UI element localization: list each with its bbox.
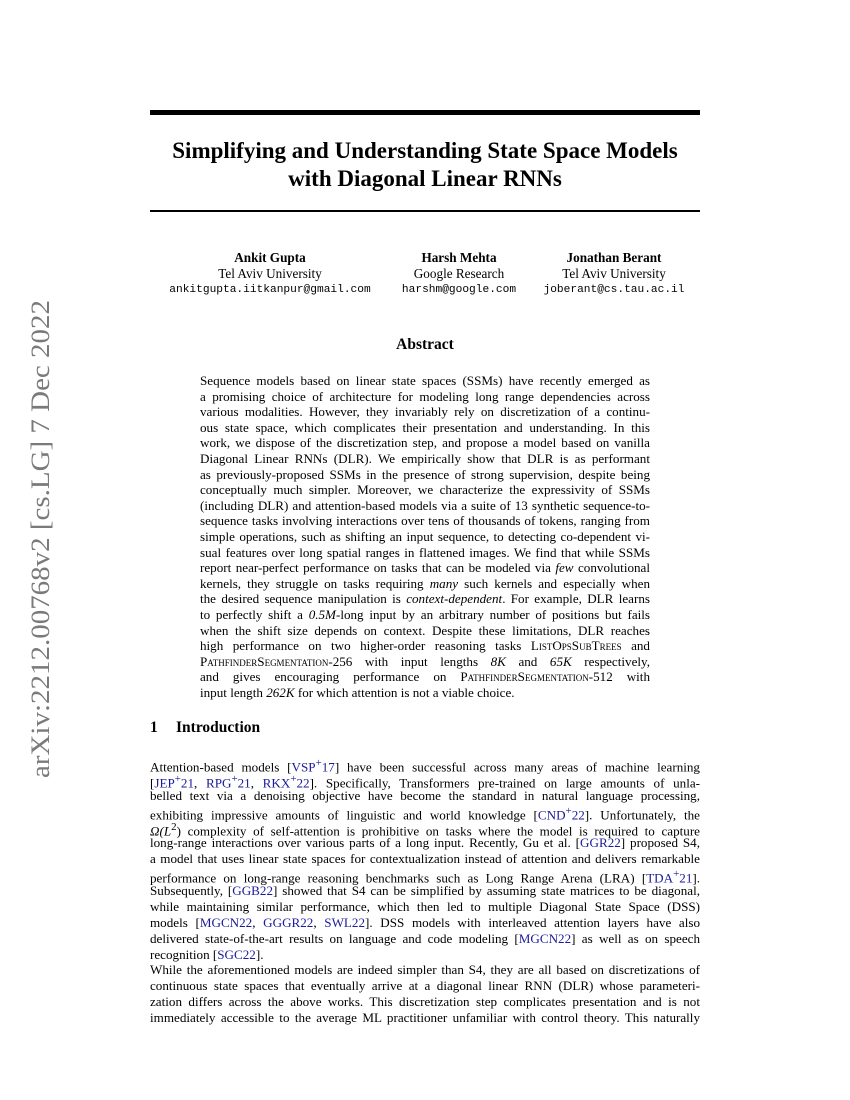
- arxiv-identifier: [17, 300, 61, 778]
- abstract-line: [200, 576, 650, 592]
- paper-title: [150, 137, 700, 193]
- text-run: ] proposed S4,: [620, 835, 700, 851]
- abstract-line: [200, 638, 650, 654]
- citation-link[interactable]: VSP: [291, 759, 316, 775]
- body-line: [150, 867, 700, 886]
- author: [150, 250, 390, 298]
- text-run: ] showed that S4 can be simplified by assuming state matrices to be diagonal,: [273, 883, 700, 899]
- citation-link[interactable]: CND: [537, 807, 566, 823]
- text-run: -256 with input lengths: [328, 653, 491, 669]
- body-line: zation differs across the above works. This discretization step complicates presentation and is not: [150, 993, 700, 1009]
- body-line: [150, 915, 700, 931]
- text-run: ] as well as on speech: [571, 930, 700, 946]
- text-run: input length: [200, 684, 267, 700]
- body-line: [150, 883, 700, 899]
- citation-link[interactable]: +: [290, 772, 297, 785]
- emphasis: context-dependent: [406, 591, 503, 607]
- abstract-line: (including DLR) and attention-based models via a suite of 13 synthetic sequence-to-: [200, 497, 650, 513]
- citation-link[interactable]: RKX: [262, 775, 291, 791]
- text-run: ,: [313, 914, 325, 930]
- intro-paragraph: [150, 962, 700, 1026]
- text-run: kernels, they struggle on tasks requiring: [200, 575, 430, 591]
- text-run: ,: [194, 775, 206, 791]
- body-line: [150, 756, 700, 775]
- text-run: ,: [252, 914, 264, 930]
- citation-link[interactable]: SWL22: [324, 914, 366, 930]
- author: [528, 250, 700, 298]
- abstract-line: sual features over long spatial ranges in flattened images. We find that while SSMs: [200, 544, 650, 560]
- author-name: Harsh Mehta: [421, 250, 497, 265]
- text-run: ]. DSS models with interleaved attention layers have also: [365, 914, 700, 930]
- text-run: convolutional: [573, 560, 650, 576]
- body-line: [150, 772, 701, 791]
- body-line: [150, 931, 700, 947]
- author-email[interactable]: ankitgupta.iitkanpur@gmail.com: [169, 284, 371, 296]
- math: 65K: [549, 653, 572, 669]
- citation-link[interactable]: GGR22: [580, 835, 621, 851]
- text-run: ].: [692, 870, 700, 886]
- abstract-line: when the shift size depends on context. Despite these limitations, DLR reaches: [200, 622, 650, 638]
- citation-link[interactable]: 22: [571, 807, 585, 823]
- intro-paragraph: [150, 756, 700, 963]
- citation-link[interactable]: TDA: [646, 870, 674, 886]
- citation-link[interactable]: SGC22: [217, 946, 256, 962]
- text-run: recognition [: [150, 946, 218, 962]
- text-run: respectively,: [571, 653, 650, 669]
- abstract-line: sequence tasks involving interactions over tens of thousands of tokens, ranging from: [200, 513, 650, 529]
- author-name: Ankit Gupta: [234, 250, 306, 265]
- abstract-body: [200, 373, 650, 700]
- body-line: [150, 804, 700, 823]
- body-line: [150, 835, 700, 851]
- abstract-heading: Abstract: [396, 336, 454, 353]
- author-email[interactable]: harshm@google.com: [401, 284, 517, 296]
- body-line: [150, 820, 700, 836]
- math: 0.5M: [308, 606, 336, 622]
- abstract-line: ous state space, which complicates their presentation and understanding. In this: [200, 419, 650, 435]
- text-run: ) complexity of self-attention is prohibitive on tasks where the model is required to capture: [176, 822, 700, 838]
- citation-link[interactable]: +: [565, 804, 572, 817]
- abstract-line: conceptually much simpler. Moreover, we characterize the expressivity of SSMs: [200, 482, 650, 498]
- emphasis: few: [555, 560, 574, 576]
- author-affiliation: Google Research: [413, 266, 505, 281]
- abstract-line: [200, 654, 650, 670]
- body-line: belled text via a denoising objective have become the standard in natural language processing,: [150, 787, 700, 803]
- text-run: long-range interactions over various parts of a long input. Recently, Gu et al. [: [150, 835, 581, 851]
- text-run: such kernels and especially when: [458, 575, 651, 591]
- body-line: continuous state spaces that eventually arrive at a diagonal linear RNN (DLR) whose parameteri-: [150, 977, 700, 993]
- title-bottom-rule: [150, 210, 700, 212]
- math: Ω(L: [150, 822, 172, 838]
- citation-link[interactable]: 21: [237, 775, 251, 791]
- citation-link[interactable]: 21: [679, 870, 693, 886]
- abstract-line: work, we dispose of the discretization step, and propose a model based on vanilla: [200, 435, 650, 451]
- text-run: ]. Unfortunately, the: [584, 807, 700, 823]
- abstract-line: [200, 685, 650, 701]
- arxiv-identifier-text: arXiv:2212.00768v2 [cs.LG] 7 Dec 2022: [26, 349, 55, 778]
- section-number: 1: [150, 719, 158, 736]
- text-run: [: [150, 775, 155, 791]
- citation-link[interactable]: RPG: [205, 775, 232, 791]
- author-email[interactable]: joberant@cs.tau.ac.il: [543, 284, 685, 296]
- citation-link[interactable]: GGB22: [232, 883, 273, 899]
- author-name: Jonathan Berant: [566, 250, 662, 265]
- math: 2: [171, 820, 177, 833]
- citation-link[interactable]: +: [315, 757, 322, 769]
- citation-link[interactable]: MGCN22: [199, 914, 253, 930]
- author-affiliation: Tel Aviv University: [562, 266, 666, 281]
- author: [390, 250, 528, 298]
- section-heading: [150, 719, 700, 737]
- text-run: report near-perfect performance on tasks that can be modeled via: [200, 560, 556, 576]
- math: 262K: [266, 684, 295, 700]
- text-run: ,: [250, 775, 263, 791]
- title-top-rule: [150, 110, 700, 115]
- text-run: performance on long-range reasoning benchmarks such as Long Range Arena (LRA) [: [150, 870, 647, 886]
- citation-link[interactable]: GGGR22: [263, 914, 314, 930]
- title-line: with Diagonal Linear RNNs: [288, 166, 562, 191]
- abstract-line: simple operations, such as shifting an input sequence, to detecting co-dependent vi-: [200, 528, 650, 544]
- text-run: ].: [255, 946, 264, 962]
- abstract-line: [200, 607, 650, 623]
- text-run: Subsequently, [: [150, 883, 233, 899]
- abstract-line: [200, 591, 650, 607]
- text-run: -512 with: [588, 669, 650, 685]
- citation-link[interactable]: +: [174, 772, 181, 785]
- abstract-line: [200, 669, 650, 685]
- task-name: PathfinderSegmentation: [460, 669, 589, 685]
- text-run: delivered state-of-the-art results on language and code modeling [: [150, 930, 519, 946]
- text-run: Attention-based models [: [150, 759, 292, 775]
- text-run: and: [505, 653, 550, 669]
- text-run: the desired sequence manipulation is: [200, 591, 407, 607]
- math: 8K: [490, 653, 506, 669]
- text-run: high performance on two higher-order reasoning tasks: [200, 638, 531, 654]
- title-line: Simplifying and Understanding State Space Models: [172, 138, 678, 163]
- citation-link[interactable]: +: [673, 868, 680, 881]
- text-run: models [: [150, 914, 200, 930]
- text-run: exhibiting impressive amounts of linguistic and world knowledge [: [150, 807, 538, 823]
- citation-link[interactable]: 21: [180, 775, 195, 791]
- text-run: and: [621, 638, 650, 654]
- author-block: [150, 250, 700, 300]
- citation-link[interactable]: MGCN22: [518, 930, 572, 946]
- citation-link[interactable]: +: [231, 772, 238, 785]
- text-run: ]. Specifically, Transformers pre-trained on large amounts of unla-: [309, 775, 701, 791]
- text-run: -long input by an arbitrary number of positions but fails: [335, 606, 650, 622]
- body-line: [150, 947, 700, 963]
- text-run: to perfectly shift a: [200, 606, 309, 622]
- arxiv-identifier-svg: [17, 300, 61, 778]
- author-affiliation: Tel Aviv University: [218, 266, 322, 281]
- abstract-line: [200, 560, 650, 576]
- body-line: a model that uses linear state spaces for contextualization instead of attention and delivers remarkable: [150, 851, 700, 867]
- abstract-line: Sequence models based on linear state spaces (SSMs) have recently emerged as: [200, 373, 650, 388]
- text-run: and gives encouraging performance on: [200, 669, 461, 685]
- body-line: while maintaining similar performance, which then led to multiple Diagonal State Space (DSS): [150, 899, 700, 915]
- task-name: PathfinderSegmentation: [200, 653, 329, 669]
- body-line: While the aforementioned models are indeed simpler than S4, they are all based on discretizations of: [150, 962, 700, 977]
- abstract-line: various modalities. However, they invariably rely on discretization of a continu-: [200, 404, 650, 420]
- section-title: Introduction: [176, 719, 261, 736]
- body-line: immediately accessible to the average ML practitioner unfamiliar with control theory. This naturally: [150, 1009, 700, 1025]
- citation-link[interactable]: JEP: [154, 775, 175, 791]
- abstract-line: Diagonal Linear RNNs (DLR). We empirically show that DLR is as performant: [200, 450, 650, 466]
- abstract-line: a promising choice of architecture for modeling long range dependencies across: [200, 388, 650, 404]
- emphasis: many: [429, 575, 459, 591]
- task-name: ListOpsSubTrees: [530, 638, 622, 654]
- text-run: ] have been successful across many areas of machine learning: [334, 759, 700, 775]
- citation-link[interactable]: 22: [296, 775, 310, 791]
- citation-link[interactable]: 17: [321, 759, 335, 775]
- abstract-line: as previously-proposed SSMs in the presence of strong supervision, despite being: [200, 466, 650, 482]
- text-run: . For example, DLR learns: [502, 591, 650, 607]
- text-run: for which attention is not a viable choice.: [294, 684, 515, 700]
